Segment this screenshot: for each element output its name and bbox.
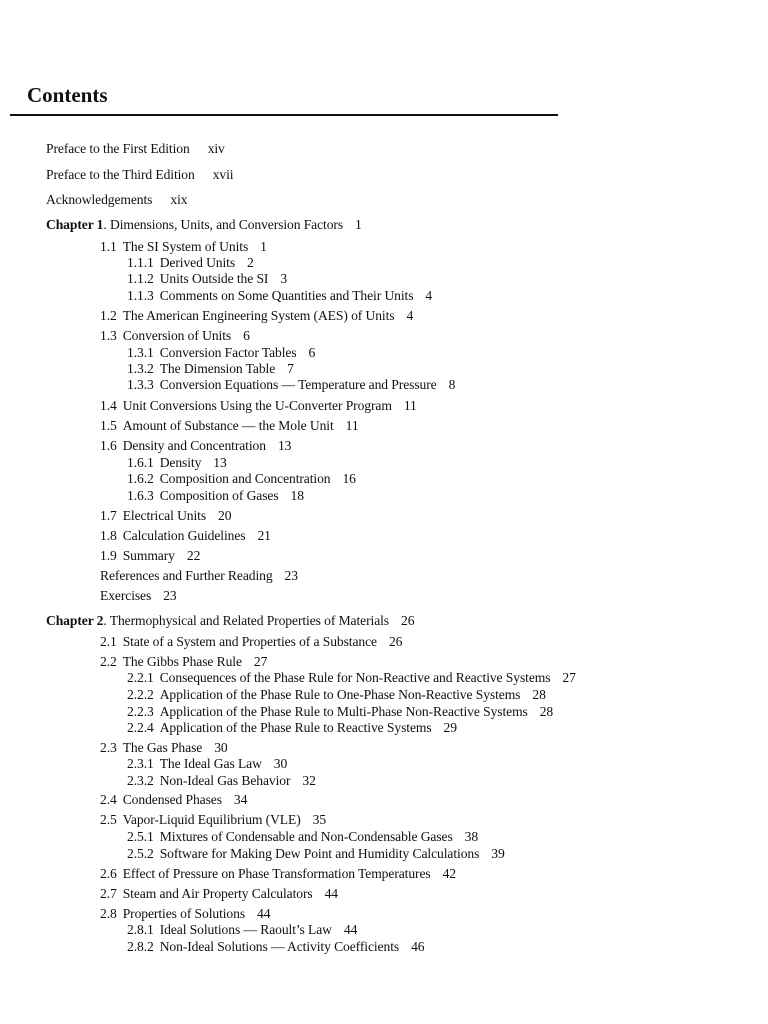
entry-number: 2.2 bbox=[100, 654, 117, 669]
entry-number: 2.5.1 bbox=[127, 829, 154, 844]
entry-title: Application of the Phase Rule to Reactive Systems bbox=[159, 720, 432, 735]
front-matter-item bbox=[46, 141, 225, 157]
entry-number: 2.6 bbox=[100, 866, 117, 881]
entry-number: 2.8.1 bbox=[127, 922, 154, 937]
section-entry bbox=[100, 239, 267, 255]
entry-page-number: 1 bbox=[260, 239, 267, 254]
entry-title: The Gas Phase bbox=[122, 740, 203, 755]
entry-number: 1.6.3 bbox=[127, 488, 154, 503]
entry-number: 1.8 bbox=[100, 528, 117, 543]
entry-title: The Gibbs Phase Rule bbox=[122, 654, 242, 669]
entry-page-number: xvii bbox=[212, 167, 234, 182]
entry-number: 1.1 bbox=[100, 239, 117, 254]
entry-page-number: 44 bbox=[343, 922, 358, 937]
entry-number: 2.3.1 bbox=[127, 756, 154, 771]
entry-page-number: 27 bbox=[253, 654, 268, 669]
subsection-entry bbox=[127, 829, 478, 845]
entry-title: Unit Conversions Using the U-Converter Program bbox=[122, 398, 392, 413]
section-entry bbox=[100, 792, 247, 808]
entry-page-number: 27 bbox=[562, 670, 576, 685]
entry-page-number: 6 bbox=[243, 328, 250, 343]
entry-title: Composition of Gases bbox=[159, 488, 279, 503]
entry-page-number: 23 bbox=[163, 588, 177, 603]
entry-page-number: 20 bbox=[218, 508, 232, 523]
section-entry bbox=[100, 528, 271, 544]
entry-page-number: 26 bbox=[388, 634, 403, 649]
entry-number: Chapter 2 bbox=[46, 613, 104, 628]
entry-number: 2.3 bbox=[100, 740, 117, 755]
page-title: Contents bbox=[27, 83, 108, 107]
section-entry bbox=[100, 438, 291, 454]
back-matter-entry bbox=[100, 568, 298, 584]
entry-number: 1.1.1 bbox=[127, 255, 154, 270]
subsection-entry bbox=[127, 939, 424, 955]
section-entry bbox=[100, 634, 402, 650]
subsection-entry bbox=[127, 377, 455, 393]
entry-title: Units Outside the SI bbox=[159, 271, 269, 286]
entry-title: Properties of Solutions bbox=[122, 906, 246, 921]
entry-page-number: 23 bbox=[284, 568, 298, 583]
entry-page-number: 42 bbox=[442, 866, 457, 881]
subsection-entry bbox=[127, 271, 287, 287]
entry-title: Conversion of Units bbox=[122, 328, 232, 343]
entry-page-number: 44 bbox=[324, 886, 339, 901]
entry-page-number: 4 bbox=[425, 288, 433, 303]
section-entry bbox=[100, 886, 338, 902]
entry-title: Derived Units bbox=[159, 255, 236, 270]
entry-page-number: xix bbox=[170, 192, 188, 207]
entry-number: 2.8.2 bbox=[127, 939, 154, 954]
entry-page-number: 30 bbox=[273, 756, 288, 771]
section-entry bbox=[100, 308, 413, 324]
entry-number: 1.3.3 bbox=[127, 377, 154, 392]
entry-title: Preface to the Third Edition bbox=[46, 167, 195, 182]
section-entry bbox=[100, 328, 250, 344]
front-matter-item bbox=[46, 192, 187, 208]
entry-number: 1.4 bbox=[100, 398, 117, 413]
section-entry bbox=[100, 906, 270, 922]
entry-title: Exercises bbox=[100, 588, 152, 603]
entry-number: 1.7 bbox=[100, 508, 117, 523]
entry-number: 2.2.2 bbox=[127, 687, 154, 702]
entry-page-number: 38 bbox=[464, 829, 479, 844]
section-entry bbox=[100, 418, 359, 434]
section-entry bbox=[100, 654, 267, 670]
entry-title: Non-Ideal Solutions — Activity Coefficients bbox=[159, 939, 400, 954]
section-entry bbox=[100, 740, 228, 756]
chapter-heading: Chapter 1. Dimensions, Units, and Conversion Factors 1 bbox=[46, 217, 362, 232]
entry-title: Steam and Air Property Calculators bbox=[122, 886, 313, 901]
entry-page-number: 7 bbox=[287, 361, 294, 376]
entry-number: 1.3.1 bbox=[127, 345, 154, 360]
entry-number: Chapter 1 bbox=[46, 217, 104, 232]
entry-title: Conversion Equations — Temperature and Pressure bbox=[159, 377, 437, 392]
entry-page-number: 44 bbox=[257, 906, 271, 921]
subsection-entry bbox=[127, 345, 315, 361]
subsection-entry bbox=[127, 361, 294, 377]
entry-page-number: 13 bbox=[213, 455, 227, 470]
subsection-entry bbox=[127, 720, 457, 736]
entry-title: Condensed Phases bbox=[122, 792, 222, 807]
entry-title: Application of the Phase Rule to One-Phase Non-Reactive Systems bbox=[159, 687, 521, 702]
entry-page-number: 13 bbox=[277, 438, 292, 453]
entry-page-number: 21 bbox=[257, 528, 271, 543]
entry-title: The Ideal Gas Law bbox=[159, 756, 262, 771]
entry-number: 1.5 bbox=[100, 418, 117, 433]
chapter-heading: Chapter 2. Thermophysical and Related Properties of Materials 26 bbox=[46, 613, 415, 628]
subsection-entry bbox=[127, 455, 227, 471]
entry-page-number: 1 bbox=[355, 217, 362, 232]
subsection-entry bbox=[127, 922, 357, 938]
entry-title: The American Engineering System (AES) of Units bbox=[122, 308, 395, 323]
entry-number: 2.1 bbox=[100, 634, 117, 649]
front-matter-item bbox=[46, 167, 233, 183]
entry-page-number: 34 bbox=[233, 792, 248, 807]
entry-number: 2.5.2 bbox=[127, 846, 154, 861]
subsection-entry bbox=[127, 288, 432, 304]
entry-page-number: 6 bbox=[308, 345, 316, 360]
entry-page-number: 16 bbox=[342, 471, 356, 486]
entry-number: 1.1.3 bbox=[127, 288, 154, 303]
entry-number: 1.1.2 bbox=[127, 271, 154, 286]
subsection-entry bbox=[127, 488, 304, 504]
entry-title: Density bbox=[159, 455, 202, 470]
back-matter-entry bbox=[100, 588, 177, 604]
entry-number: 1.6.2 bbox=[127, 471, 154, 486]
entry-title: The SI System of Units bbox=[122, 239, 249, 254]
entry-page-number: 28 bbox=[539, 704, 554, 719]
entry-page-number: 26 bbox=[401, 613, 415, 628]
entry-title: Acknowledgements bbox=[46, 192, 153, 207]
entry-title: Preface to the First Edition bbox=[46, 141, 190, 156]
entry-number: 2.2.3 bbox=[127, 704, 154, 719]
subsection-entry bbox=[127, 704, 553, 720]
subsection-entry bbox=[127, 471, 356, 487]
section-entry bbox=[100, 866, 456, 882]
entry-page-number: 11 bbox=[403, 398, 417, 413]
entry-number: 1.6 bbox=[100, 438, 117, 453]
entry-title: Vapor-Liquid Equilibrium (VLE) bbox=[122, 812, 301, 827]
subsection-entry bbox=[127, 773, 316, 789]
entry-number: 2.2.4 bbox=[127, 720, 154, 735]
entry-page-number: 18 bbox=[290, 488, 304, 503]
entry-title: Density and Concentration bbox=[122, 438, 266, 453]
entry-page-number: 2 bbox=[247, 255, 254, 270]
section-entry bbox=[100, 398, 417, 414]
section-entry bbox=[100, 508, 231, 524]
entry-page-number: 28 bbox=[532, 687, 546, 702]
entry-title: The Dimension Table bbox=[159, 361, 276, 376]
entry-page-number: 32 bbox=[302, 773, 316, 788]
entry-number: 2.2.1 bbox=[127, 670, 154, 685]
entry-title: Application of the Phase Rule to Multi-Phase Non-Reactive Systems bbox=[159, 704, 528, 719]
entry-page-number: 4 bbox=[406, 308, 414, 323]
entry-title: Electrical Units bbox=[122, 508, 207, 523]
entry-page-number: 11 bbox=[345, 418, 359, 433]
subsection-entry bbox=[127, 670, 576, 686]
entry-page-number: 8 bbox=[448, 377, 456, 392]
entry-title: References and Further Reading bbox=[100, 568, 273, 583]
entry-number: 2.3.2 bbox=[127, 773, 154, 788]
entry-page-number: 30 bbox=[214, 740, 228, 755]
entry-title: Dimensions, Units, and Conversion Factors bbox=[110, 217, 344, 232]
entry-title: Mixtures of Condensable and Non-Condensable Gases bbox=[159, 829, 453, 844]
entry-page-number: 35 bbox=[312, 812, 327, 827]
entry-number: 1.6.1 bbox=[127, 455, 154, 470]
entry-title: Calculation Guidelines bbox=[122, 528, 246, 543]
subsection-entry bbox=[127, 255, 254, 271]
entry-page-number: 29 bbox=[443, 720, 457, 735]
entry-number: 2.5 bbox=[100, 812, 117, 827]
section-entry bbox=[100, 812, 326, 828]
section-entry bbox=[100, 548, 200, 564]
entry-number: 1.9 bbox=[100, 548, 117, 563]
entry-number: 1.3.2 bbox=[127, 361, 154, 376]
subsection-entry bbox=[127, 687, 546, 703]
entry-number: 2.8 bbox=[100, 906, 117, 921]
entry-page-number: 46 bbox=[411, 939, 425, 954]
entry-title: Non-Ideal Gas Behavior bbox=[159, 773, 291, 788]
entry-number: 2.4 bbox=[100, 792, 117, 807]
entry-number: 2.7 bbox=[100, 886, 117, 901]
entry-title: Comments on Some Quantities and Their Units bbox=[159, 288, 414, 303]
entry-page-number: 3 bbox=[280, 271, 288, 286]
entry-title: Effect of Pressure on Phase Transformation Temperatures bbox=[122, 866, 431, 881]
entry-title: Consequences of the Phase Rule for Non-Reactive and Reactive Systems bbox=[159, 670, 551, 685]
entry-title: Ideal Solutions — Raoult’s Law bbox=[159, 922, 332, 937]
subsection-entry bbox=[127, 846, 505, 862]
entry-page-number: xiv bbox=[207, 141, 225, 156]
entry-title: State of a System and Properties of a Substance bbox=[122, 634, 377, 649]
entry-title: Composition and Concentration bbox=[159, 471, 331, 486]
entry-number: 1.3 bbox=[100, 328, 117, 343]
entry-page-number: 22 bbox=[186, 548, 201, 563]
entry-title: Amount of Substance — the Mole Unit bbox=[122, 418, 334, 433]
subsection-entry bbox=[127, 756, 287, 772]
entry-number: 1.2 bbox=[100, 308, 117, 323]
entry-title: Software for Making Dew Point and Humidity Calculations bbox=[159, 846, 480, 861]
entry-title: Summary bbox=[122, 548, 175, 563]
entry-page-number: 39 bbox=[491, 846, 505, 861]
entry-title: Thermophysical and Related Properties of Materials bbox=[109, 613, 389, 628]
entry-title: Conversion Factor Tables bbox=[159, 345, 297, 360]
